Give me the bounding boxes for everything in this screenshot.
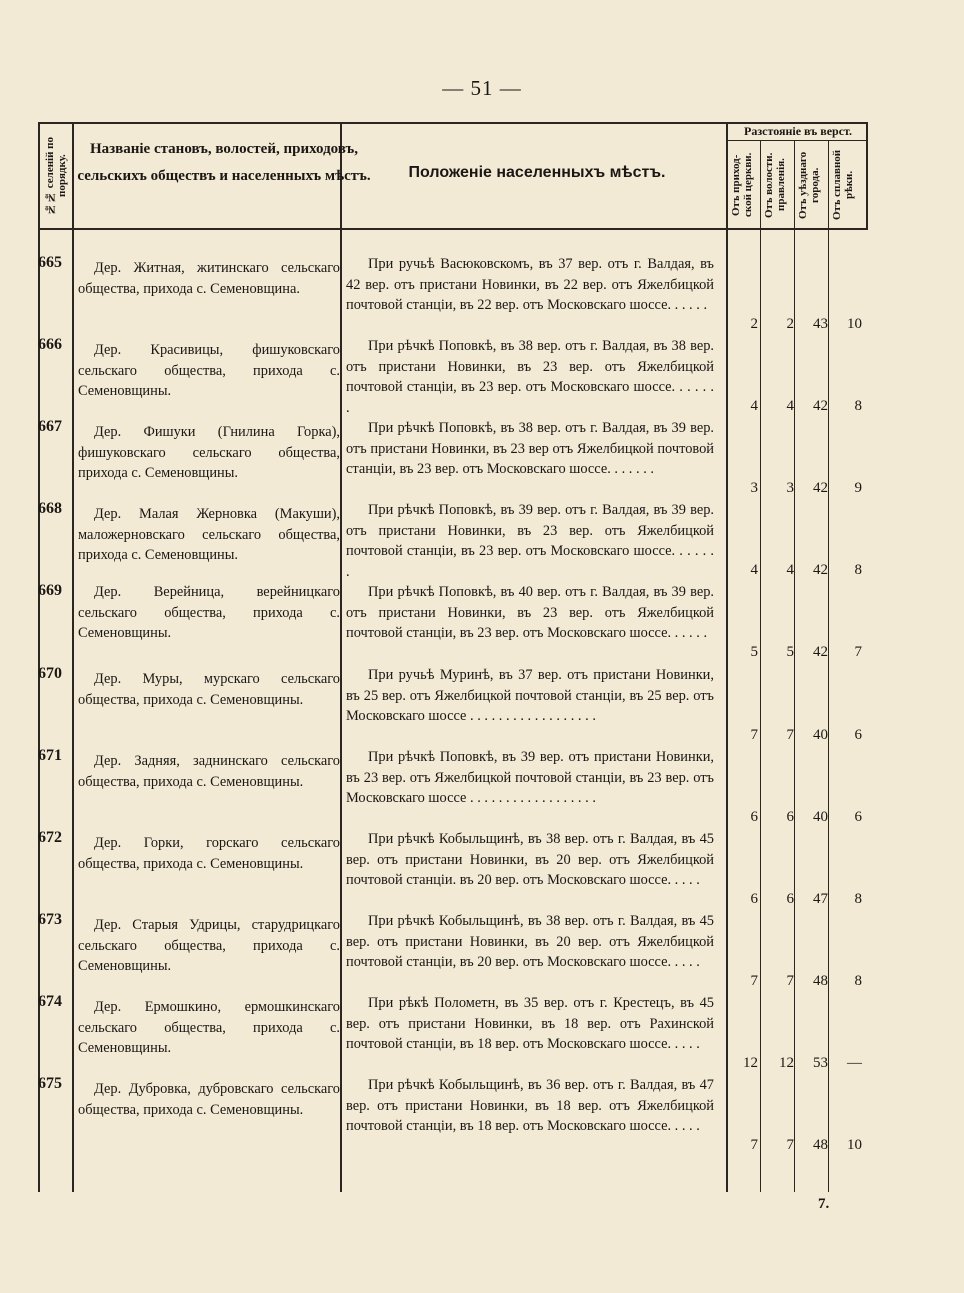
row-name: Дер. Ермошкино, ермошкинскаго сельскаго общества, прихода с. Семеновщины. [78,999,340,1056]
row-number: 673 [38,911,62,928]
header-names: Названіе становъ, волостей, приходовъ, сельскихъ обществъ и населенныхъ мѣстъ. [77,141,371,184]
header-dist-river: Отъ сплавной рѣки. [831,149,855,221]
row-place: При ручьѣ Васюковскомъ, въ 37 вер. отъ г. Валдая, въ 42 вер. отъ пристани Новинки, въ 22 вер. отъ Яжелбицкой почтовой станціи, въ 22 вер. отъ Московскаго шоссе. . . . . . [346,256,714,313]
row-number: 670 [38,665,62,682]
dist-town: 42 [813,398,828,414]
dist-town: 42 [813,562,828,578]
dist-volost: 4 [786,562,794,578]
row-name: Дер. Красивицы, фишуковскаго сельскаго общества, прихода с. Семеновщины. [78,342,340,399]
dist-church: 6 [750,891,758,907]
dist-town: 48 [813,973,828,989]
col-line-left [38,122,40,1192]
row-number: 674 [38,993,62,1010]
signature-mark: 7. [818,1196,830,1212]
dist-town: 43 [813,316,828,332]
dist-volost: 12 [779,1055,794,1071]
dist-town: 40 [813,809,828,825]
dist-river: 8 [854,973,862,989]
page-number: — 51 — [442,76,522,100]
row-place: При рѣчкѣ Поповкѣ, въ 39 вер. отъ пристани Новинки, въ 23 вер. отъ Яжелбицкой почтовой станціи, въ 23 вер. отъ Московскаго шоссе . . . . . . . . . . . . . . . . . . [346,749,714,806]
row-place: При рѣчкѣ Поповкѣ, въ 40 вер. отъ г. Валдая, въ 39 вер. отъ пристани Новинки, въ 23 вер. отъ Яжелбицкой почтовой станціи, въ 23 вер. отъ Московскаго шоссе. . . . . . [346,584,714,641]
dist-church: 5 [750,644,758,660]
row-place: При рѣчкѣ Кобыльщинѣ, въ 38 вер. отъ г. Валдая, въ 45 вер. отъ пристани Новинки, въ 20 вер. отъ Яжелбицкой почтовой станціи, въ 20 вер. отъ Московскаго шоссе. . . . . [346,913,714,970]
row-number: 668 [38,500,62,517]
dist-church: 2 [750,316,758,332]
dist-church: 7 [750,973,758,989]
dist-church: 3 [750,480,758,496]
row-name: Дер. Фишуки (Гнилина Горка), фишуковскаго сельскаго общества, прихода с. Семеновщины. [78,424,340,481]
dist-church: 7 [750,727,758,743]
dist-town: 40 [813,727,828,743]
dist-river: 6 [854,727,862,743]
col-line-d2 [794,140,795,1192]
row-number: 672 [38,829,62,846]
row-place: При рѣчкѣ Кобыльщинѣ, въ 38 вер. отъ г. Валдая, въ 45 вер. отъ пристани Новинки, въ 20 вер. отъ Яжелбицкой почтовой станціи. въ 20 вер. отъ Московскаго шоссе. . . . . [346,831,714,888]
dist-group-rule [728,140,868,141]
dist-river: 10 [847,316,862,332]
header-dist-church: Отъ приход-ской церкви. [730,152,754,218]
dist-volost: 2 [786,316,794,332]
row-name: Дер. Малая Жерновка (Макуши), маложерновскаго сельскаго общества, прихода с. Семеновщины. [78,506,340,563]
dist-town: 42 [813,480,828,496]
dist-volost: 7 [786,727,794,743]
dist-town: 47 [813,891,828,907]
row-number: 666 [38,336,62,353]
header-distance-group: Разстояніе въ верст. [743,124,853,138]
dist-church: 12 [743,1055,758,1071]
header-num: №№ селеній по порядку. [44,136,68,216]
row-name: Дер. Дубровка, дубровскаго сельскаго общества, прихода с. Семеновщины. [78,1081,340,1118]
dist-volost: 7 [786,1137,794,1153]
col-line-num [72,122,74,1192]
dist-town: 42 [813,644,828,660]
dist-volost: 6 [786,891,794,907]
row-place: При рѣчкѣ Поповкѣ, въ 38 вер. отъ г. Валдая, въ 38 вер. отъ пристани Новинки, въ 23 вер. отъ Яжелбицкой почтовой станціи, въ 23 вер. отъ Московскаго шоссе. . . . . . . [346,338,714,416]
row-name: Дер. Задняя, заднинскаго сельскаго общества, прихода с. Семеновщины. [78,753,340,790]
dist-river: 6 [854,809,862,825]
dist-church: 6 [750,809,758,825]
row-name: Дер. Верейница, верейницкаго сельскаго общества, прихода с. Семеновщины. [78,584,340,641]
dist-river: 7 [854,644,862,660]
dist-river: 8 [854,398,862,414]
row-place: При рѣчкѣ Кобыльщинѣ, въ 36 вер. отъ г. Валдая, въ 47 вер. отъ пристани Новинки, въ 18 вер. отъ Яжелбицкой почтовой станціи, въ 18 вер. отъ Московскаго шоссе. . . . . [346,1077,714,1134]
dist-river: 10 [847,1137,862,1153]
header-dist-town: Отъ уѣзднаго города. [797,151,821,219]
header-bottom-rule [38,228,868,230]
dist-volost: 3 [786,480,794,496]
col-line-d1 [760,140,761,1192]
col-line-names [340,122,342,1192]
dist-church: 7 [750,1137,758,1153]
dist-church: 4 [750,562,758,578]
row-number: 665 [38,254,62,271]
col-line-d3 [828,140,829,1192]
row-number: 675 [38,1075,62,1092]
row-place: При ручьѣ Муринѣ, въ 37 вер. отъ пристани Новинки, въ 25 вер. отъ Яжелбицкой почтовой станціи, въ 25 вер. отъ Московскаго шоссе . . . . . . . . . . . . . . . . . . [346,667,714,724]
dist-river: 8 [854,891,862,907]
dist-church: 4 [750,398,758,414]
dist-river: 9 [854,480,862,496]
row-name: Дер. Старыя Удрицы, старудрицкаго сельскаго общества, прихода с. Семеновщины. [78,917,340,974]
settlements-table [38,122,868,1192]
dist-volost: 6 [786,809,794,825]
row-number: 671 [38,747,62,764]
row-place: При рѣчкѣ Поповкѣ, въ 39 вер. отъ г. Валдая, въ 39 вер. отъ пристани Новинки, въ 23 вер. отъ Яжелбицкой почтовой станціи, въ 23 вер. отъ Московскаго шоссе. . . . . . . [346,502,714,580]
dist-river: — [847,1055,862,1071]
row-name: Дер. Муры, мурскаго сельскаго общества, прихода с. Семеновщины. [78,671,340,708]
row-place: При рѣчкѣ Поповкѣ, въ 38 вер. отъ г. Валдая, въ 39 вер. отъ пристани Новинки, въ 23 вер отъ Яжелбицкой почтовой станціи, въ 23 вер. отъ Московскаго шоссе. . . . . . . [346,420,714,477]
dist-town: 53 [813,1055,828,1071]
dist-volost: 4 [786,398,794,414]
header-place: Положеніе населенныхъ мѣстъ. [408,164,666,181]
dist-river: 8 [854,562,862,578]
dist-town: 48 [813,1137,828,1153]
row-number: 667 [38,418,62,435]
row-number: 669 [38,582,62,599]
row-name: Дер. Житная, житинскаго сельскаго общества, прихода с. Семеновщина. [78,260,340,297]
dist-volost: 5 [786,644,794,660]
dist-volost: 7 [786,973,794,989]
row-name: Дер. Горки, горскаго сельскаго общества, прихода с. Семеновщины. [78,835,340,872]
row-place: При рѣкѣ Полометн, въ 35 вер. отъ г. Крестецъ, въ 45 вер. отъ пристани Новинки, въ 18 вер. отъ Рахинской почтовой станціи, въ 18 вер. отъ Московскаго шоссе. . . . . [346,995,714,1052]
header-dist-volost: Отъ волости. правленія. [763,152,787,218]
